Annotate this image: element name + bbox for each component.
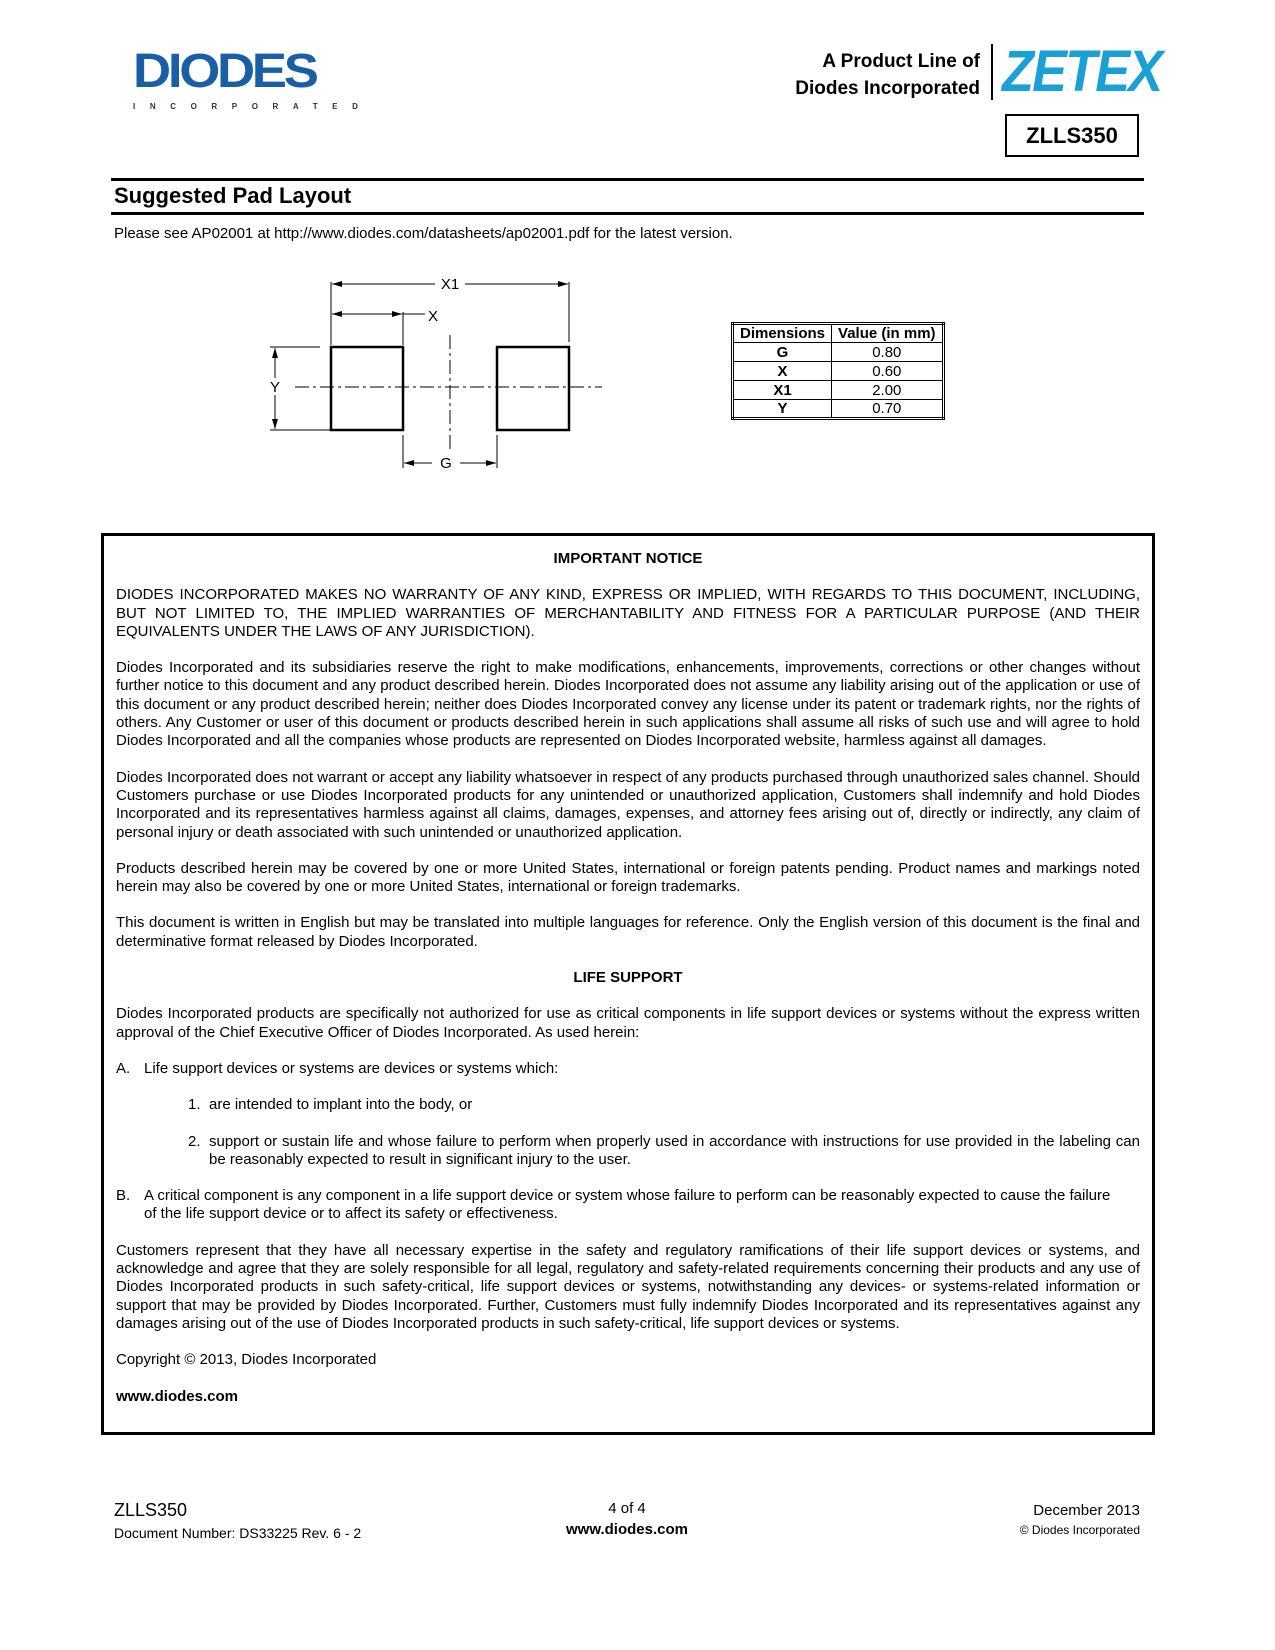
footer-website[interactable]: www.diodes.com [566, 1521, 688, 1538]
zetex-logo: ZETEX [1002, 39, 1162, 104]
list-marker: 2. [188, 1132, 201, 1150]
notice-paragraph: Diodes Incorporated products are specifically not authorized for use as critical components in life support devices or systems without the express written approval of the Chief Executive Officer of Diodes Incorporated. As used herein: [116, 1005, 1140, 1041]
product-line [795, 48, 980, 102]
life-support-title: LIFE SUPPORT [573, 969, 683, 987]
list-text: are intended to implant into the body, or [209, 1096, 473, 1114]
notice-title: IMPORTANT NOTICE [553, 550, 703, 567]
footer-part: ZLLS350 [114, 1500, 188, 1520]
section-rule-top [111, 178, 1144, 181]
logo-wordmark: DIODES [133, 45, 316, 98]
value-cell: 0.60 [832, 362, 944, 381]
label-y: Y [269, 379, 281, 396]
pad-left [331, 347, 403, 430]
notice-paragraph: Diodes Incorporated and its subsidiaries reserve the right to make modifications, enhancements, improvements, corrections or other changes without further notice to this document and any product described herein. Diodes Incorporated does not assume any liability arising out of the application or use of this document or any product described herein; neither does Diodes Incorporated convey any license under its patent or trademark rights, nor the rights of others. Any Customer or user of this document or products described herein in such applications shall assume all risks of such use and will agree to hold Diodes Incorporated and all the companies whose products are represented on Diodes Incorporated website, harmless against all damages. [116, 659, 1140, 750]
notice-paragraph: Products described herein may be covered by one or more United States, international or foreign patents pending. Product names and markings noted herein may also be covered by one or more United States, international or foreign trademarks. [116, 859, 1140, 896]
diodes-logo [133, 44, 373, 116]
notice-paragraph: This document is written in English but may be translated into multiple languages for reference. Only the English version of this document is the final and determinative format released by Diodes Incorporated. [116, 914, 1140, 950]
important-notice-box [101, 533, 1155, 1435]
notice-paragraph: Customers represent that they have all necessary expertise in the safety and regulatory ramifications of their life support devices or systems, and acknowledge and agree that they are solely responsible for all legal, regulatory and safety-related requirements concerning their products and any use of Diodes Incorporated products in such safety-critical, life support devices or systems, notwithstanding any devices- or systems-related information or support that may be provided by Diodes Incorporated. Further, Customers must fully indemnify Diodes Incorporated and its representatives against any damages arising out of the use of Diodes Incorporated products in such safety-critical, life support devices or systems. [116, 1241, 1140, 1332]
dim-cell: X [733, 362, 832, 381]
label-g: G [440, 455, 452, 472]
list-marker: B. [116, 1187, 131, 1205]
list-marker: A. [116, 1059, 131, 1077]
section-title: Suggested Pad Layout [114, 183, 352, 208]
dimensions-table [731, 322, 945, 420]
header-dimensions: Dimensions [733, 324, 832, 343]
logo-subtext: INCORPORATED [133, 102, 373, 111]
value-cell: 2.00 [832, 381, 944, 400]
table-row [733, 381, 944, 400]
footer-date: December 2013 [1033, 1502, 1140, 1519]
dim-cell: X1 [733, 381, 832, 400]
footer-page: 4 of 4 [608, 1500, 646, 1517]
label-x1: X1 [440, 276, 460, 293]
list-item [116, 1187, 1140, 1224]
label-x: X [427, 308, 439, 325]
list-marker: 1. [188, 1096, 201, 1114]
table-row [733, 343, 944, 362]
list-item [116, 1133, 1140, 1170]
part-number-box: ZLLS350 [1005, 114, 1139, 157]
table-row [733, 362, 944, 381]
table-row [733, 400, 944, 419]
product-line-2: Diodes Incorporated [795, 78, 980, 99]
value-cell: 0.80 [832, 343, 944, 362]
footer-doc-number: Document Number: DS33225 Rev. 6 - 2 [114, 1525, 362, 1541]
section-rule-bottom [111, 212, 1144, 215]
pad-layout-diagram [250, 270, 620, 480]
list-text: Life support devices or systems are devices or systems which: [144, 1059, 559, 1077]
website-link[interactable]: www.diodes.com [116, 1387, 238, 1405]
pad-right [497, 347, 569, 430]
dim-cell: G [733, 343, 832, 362]
notice-paragraph: DIODES INCORPORATED MAKES NO WARRANTY OF ANY KIND, EXPRESS OR IMPLIED, WITH REGARDS TO THIS DOCUMENT, INCLUDING, BUT NOT LIMITED TO, THE IMPLIED WARRANTIES OF MERCHANTABILITY AND FITNESS FOR A PARTICULAR PURPOSE (AND THEIR EQUIVALENTS UNDER THE LAWS OF ANY JURISDICTION). [116, 586, 1140, 640]
header-value: Value (in mm) [832, 324, 944, 343]
see-note: Please see AP02001 at http://www.diodes.com/datasheets/ap02001.pdf for the latest version. [114, 225, 733, 242]
product-line-1: A Product Line of [822, 51, 980, 72]
value-cell: 0.70 [832, 400, 944, 419]
notice-paragraph: Diodes Incorporated does not warrant or accept any liability whatsoever in respect of any products purchased through unauthorized sales channel. Should Customers purchase or use Diodes Incorporated products for any unintended or unauthorized application, Customers shall indemnify and hold Diodes Incorporated and its representatives harmless against all claims, damages, expenses, and attorney fees arising out of, directly or indirectly, any claim of personal injury or death associated with such unintended or unauthorized application. [116, 768, 1140, 841]
list-text: support or sustain life and whose failure to perform when properly used in accordance with instructions for use provided in the labeling can be reasonably expected to result in significant injury to the user. [209, 1132, 1140, 1168]
dim-cell: Y [733, 400, 832, 419]
list-item [116, 1060, 1140, 1078]
list-text: A critical component is any component in a life support device or system whose failure to perform can be reasonably expected to cause the failure of the life support device or to affect its safety or effectiveness. [144, 1187, 1111, 1223]
footer-copyright: © Diodes Incorporated [1019, 1523, 1140, 1537]
header-divider [991, 44, 993, 100]
list-item [116, 1096, 1140, 1114]
copyright: Copyright © 2013, Diodes Incorporated [116, 1351, 377, 1369]
